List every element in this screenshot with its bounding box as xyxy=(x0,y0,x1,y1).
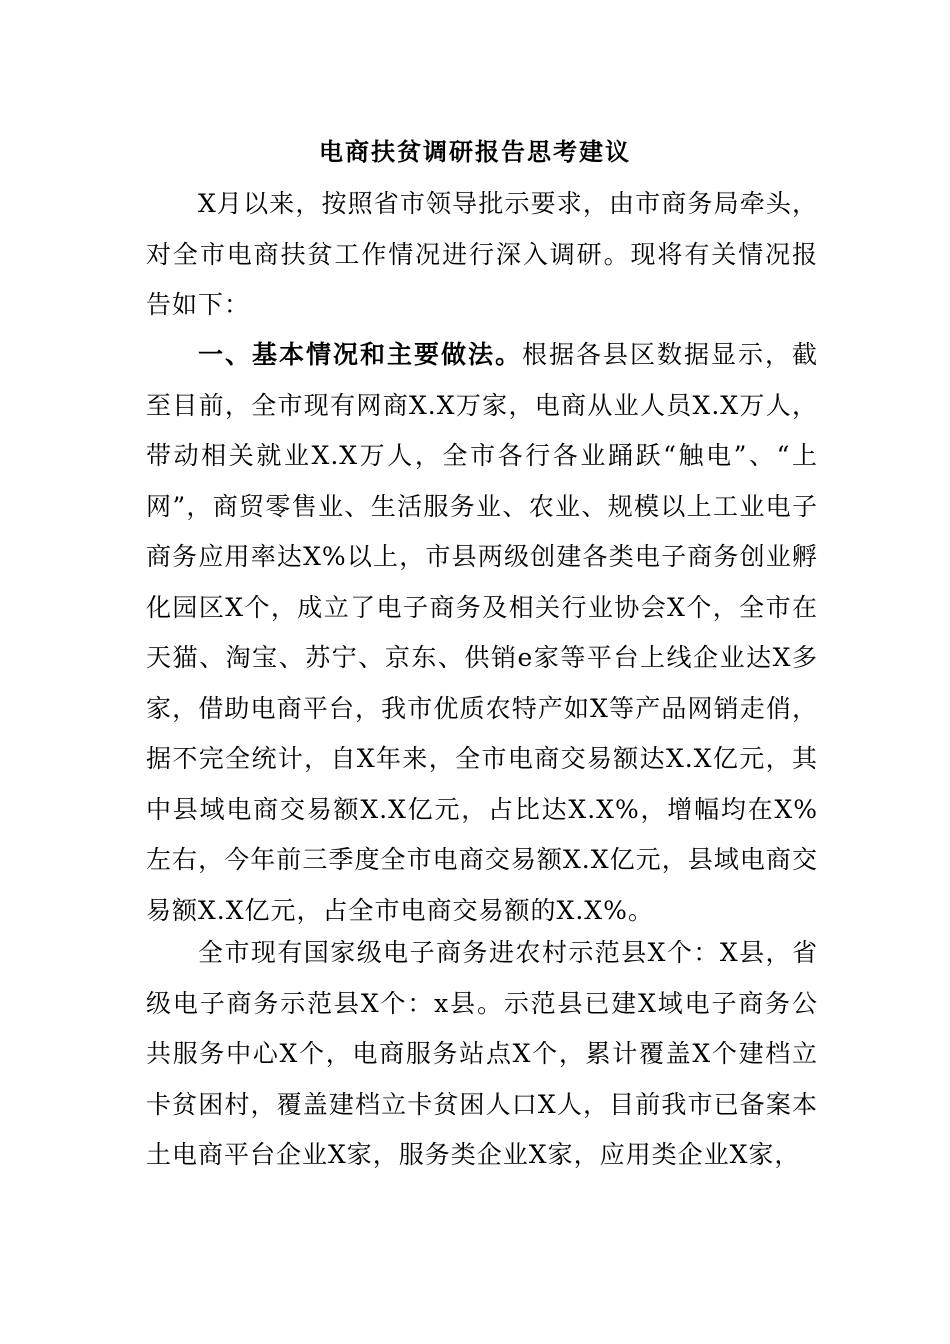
demonstration-county-paragraph: 全市现有国家级电子商务进农村示范县X个：X县，省级电子商务示范县X个：x县。示范县已建X域电子商务公共服务中心X个，电商服务站点X个，累计覆盖X个建档立卡贫困村，覆盖建档立卡贫困人口X人，目前我市已备案本土电商平台企业X家，服务类企业X家，应用类企业X家， xyxy=(146,938,818,1169)
basic-situation-paragraph xyxy=(146,330,818,936)
document-title: 电商扶贫调研报告思考建议 xyxy=(319,137,631,166)
intro-paragraph: X月以来，按照省市领导批示要求，由市商务局牵头，对全市电商扶贫工作情况进行深入调研。现将有关情况报告如下： xyxy=(146,189,818,319)
basic-situation-text: 根据各县区数据显示，截至目前，全市现有网商X.X万家，电商从业人员X.X万人，带动相关就业X.X万人，全市各行各业踊跃“触电”、“上网”，商贸零售业、生活服务业、农业、规模以上工业电子商务应用率达X%以上，市县两级创建各类电子商务创业孵化园区X个，成立了电子商务及相关行业协会X个，全市在天猫、淘宝、苏宁、京东、供销e家等平台上线企业达X多家，借助电商平台，我市优质农特产如X等产品网销走俏，据不完全统计，自X年来，全市电商交易额达X.X亿元，其中县域电商交易额X.X亿元，占比达X.X%，增幅均在X%左右，今年前三季度全市电商交易额X.X亿元，县域电商交易额X.X亿元，占全市电商交易额的X.X%。 xyxy=(146,340,818,925)
section-heading-basic-situation: 一、基本情况和主要做法。 xyxy=(198,340,522,369)
